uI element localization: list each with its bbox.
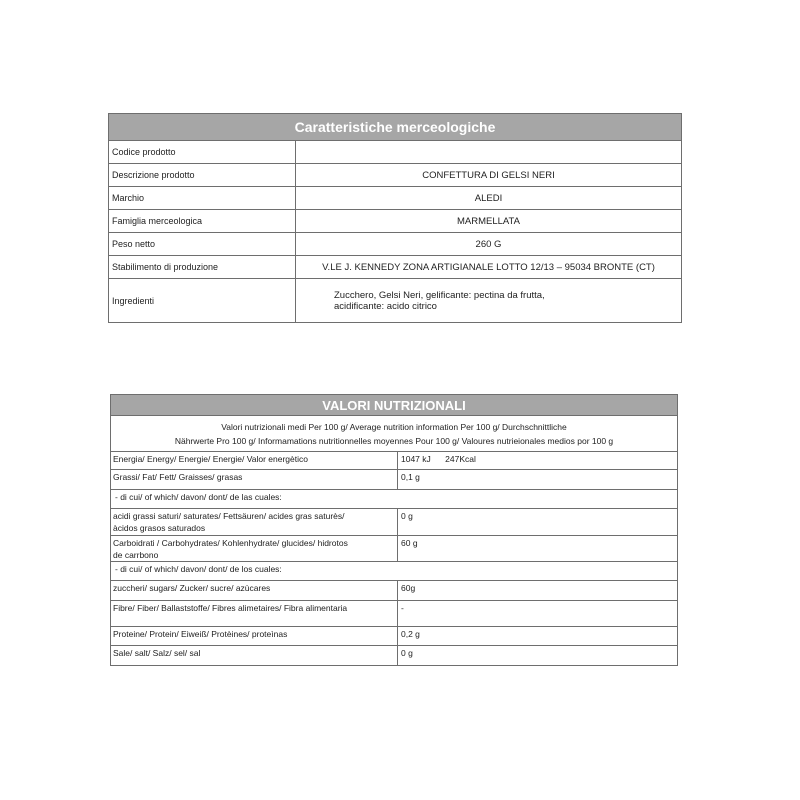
nutrition-row-energy [111,452,677,470]
product-row-code [109,141,681,164]
intro-line: Valori nutrizionali medi Per 100 g/ Average nutrition information Per 100 g/ Durchschnittliche [221,422,567,432]
nutrition-table-title: VALORI NUTRIZIONALI [111,395,677,416]
product-characteristics-table [108,113,682,323]
row-value: 60 g [401,538,418,548]
row-value: 60g [401,583,416,593]
row-label: Sale/ salt/ Salz/ sel/ sal [111,646,398,665]
row-label: Ingredienti [109,279,296,322]
row-value: 0,1 g [401,472,420,482]
product-row-plant [109,256,681,279]
row-label [111,536,398,561]
label-line: de carrbono [113,549,159,560]
row-label: Descrizione prodotto [109,164,296,186]
product-row-brand [109,187,681,210]
row-label [111,509,398,535]
row-value: 0 g [401,511,413,521]
nutrition-row-fibre [111,601,677,627]
row-label: Energia/ Energy/ Energie/ Energie/ Valor energètico [111,452,398,469]
row-value [398,452,677,469]
nutrition-row-sugars [111,581,677,601]
nutrition-row-of-which-1 [111,490,677,509]
row-label: Stabilimento di produzione [109,256,296,278]
energy-kcal: 247Kcal [445,454,476,464]
row-label: Codice prodotto [109,141,296,163]
row-value: MARMELLATA [457,215,520,227]
row-value: - [401,603,404,613]
row-value: 260 G [475,238,502,250]
energy-kj: 1047 kJ [401,454,431,464]
row-value: V.LE J. KENNEDY ZONA ARTIGIANALE LOTTO 12/13 – 95034 BRONTE (CT) [322,261,655,273]
row-label: Proteine/ Protein/ Eiweiß/ Protèines/ proteìnas [111,627,398,645]
row-value: 0,2 g [401,629,420,639]
label-line: àcidos grasos saturados [113,522,206,533]
product-row-description [109,164,681,187]
row-value: ALEDI [474,192,503,204]
row-label: Fibre/ Fiber/ Ballaststoffe/ Fibres alimetaires/ Fibra alimentaria [111,601,398,626]
product-row-weight [109,233,681,256]
row-value: CONFETTURA DI GELSI NERI [422,169,555,181]
row-label: Famiglia merceologica [109,210,296,232]
row-value: 0 g [401,648,413,658]
row-label: - di cui/ of which/ davon/ dont/ de las cuales: [115,492,282,502]
ingredients-line: Zucchero, Gelsi Neri, gelificante: pectina da frutta, [334,289,545,301]
row-label: Marchio [109,187,296,209]
intro-line: Nährwerte Pro 100 g/ Informamations nutritionnelles moyennes Pour 100 g/ Valoures nutrieionales medios por 100 g [174,436,614,446]
nutrition-row-carbohydrates [111,536,677,562]
nutrition-row-of-which-2 [111,562,677,581]
product-row-ingredients [109,279,681,322]
row-value [296,279,681,322]
row-value [296,141,681,163]
nutrition-row-saturates [111,509,677,536]
nutrition-row-protein [111,627,677,646]
nutrition-row-fat [111,470,677,490]
row-label: Peso netto [109,233,296,255]
nutrition-intro [111,416,677,452]
label-line: acidi grassi saturi/ saturates/ Fettsäuren/ acides gras saturès/ [113,511,345,521]
row-label: Grassi/ Fat/ Fett/ Graisses/ grasas [111,470,398,489]
nutrition-table [110,394,678,666]
nutrition-row-salt [111,646,677,665]
ingredients-line: acidificante: acido citrico [334,300,437,312]
label-line: Carboidrati / Carbohydrates/ Kohlenhydrate/ glucides/ hidrotos [113,538,348,548]
row-label: - di cui/ of which/ davon/ dont/ de los cuales: [115,564,282,574]
product-row-family [109,210,681,233]
row-label: zuccheri/ sugars/ Zucker/ sucre/ azùcares [111,581,398,600]
product-table-title: Caratteristiche merceologiche [109,114,681,141]
